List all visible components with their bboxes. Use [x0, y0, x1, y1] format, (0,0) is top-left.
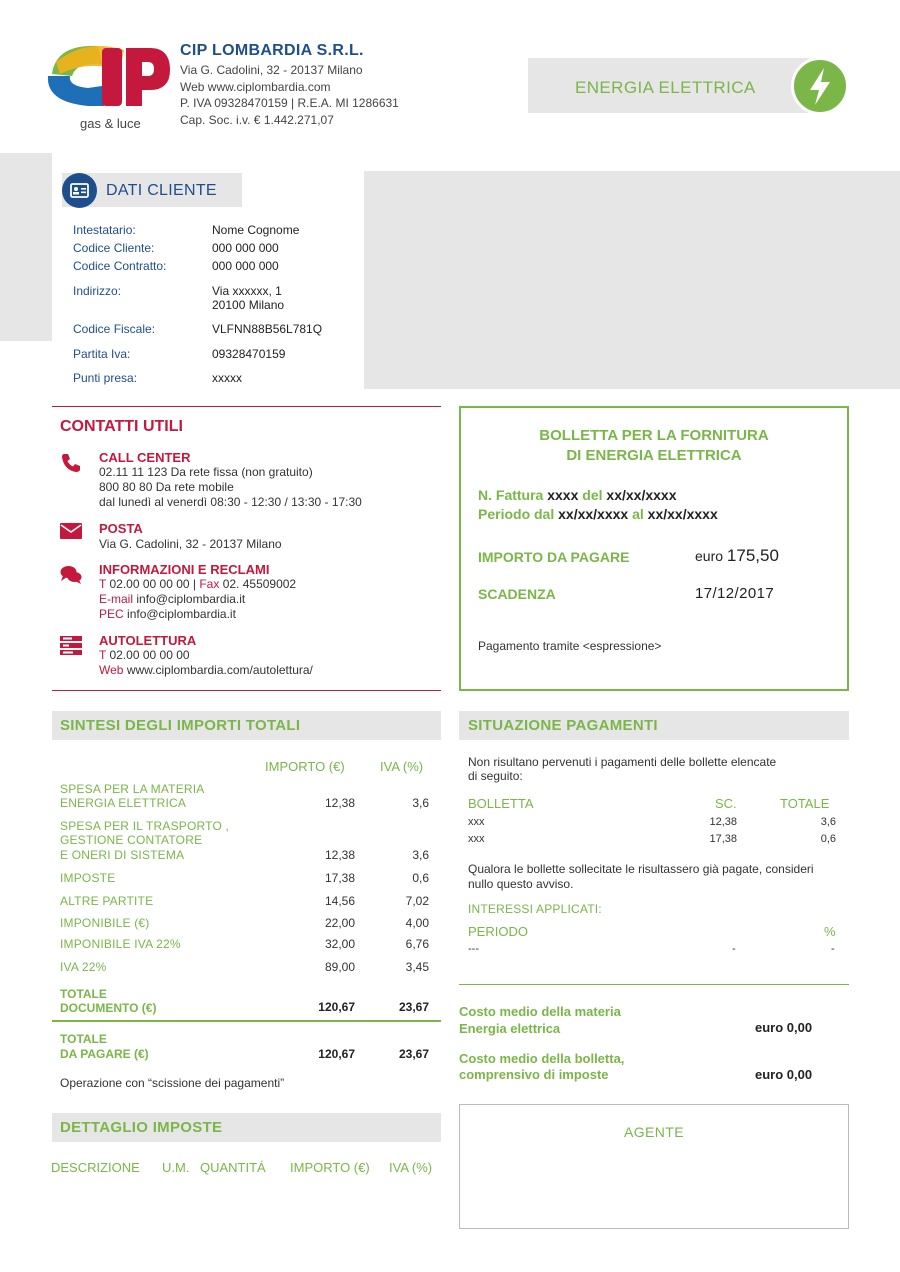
row-altre-label: ALTRE PARTITE — [60, 894, 154, 908]
dettaglio-title: DETTAGLIO IMPOSTE — [60, 1119, 223, 1136]
info-pec-value[interactable]: info@ciplombardia.it — [127, 607, 236, 621]
scadenza-label: SCADENZA — [478, 586, 556, 602]
label-codice-cliente: Codice Cliente: — [73, 241, 155, 255]
periodo-line — [478, 506, 718, 522]
company-address: Via G. Cadolini, 32 - 20137 Milano — [180, 63, 363, 77]
dati-cliente-title: DATI CLIENTE — [106, 182, 217, 199]
cip-logo-mark — [46, 40, 172, 112]
value-partita-iva: 09328470159 — [212, 347, 286, 361]
label-indirizzo: Indirizzo: — [73, 284, 122, 298]
row-imponibile-iva: 4,00 — [405, 916, 429, 930]
sintesi-title: SINTESI DEGLI IMPORTI TOTALI — [60, 717, 301, 734]
agente-label: AGENTE — [624, 1124, 684, 1140]
row-altre-importo: 14,56 — [324, 894, 355, 908]
company-capital: Cap. Soc. i.v. € 1.442.271,07 — [180, 113, 334, 127]
info-t-value: 02.00 00 00 00 — [109, 577, 190, 591]
dettaglio-col-iva: IVA (%) — [389, 1160, 433, 1175]
value-codice-fiscale: VLFNN88B56L781Q — [212, 322, 323, 336]
row-iva22-iva: 3,45 — [405, 960, 429, 974]
contatti-top-rule — [52, 406, 441, 407]
importo-value: 175,50 — [726, 546, 779, 565]
autolettura-web-value[interactable]: www.ciplombardia.com/autolettura/ — [126, 663, 313, 677]
right-grey-panel — [364, 171, 900, 389]
info-phone-fax: T 02.00 00 00 00 | Fax 02. 45509002 — [99, 577, 297, 591]
label-codice-fiscale: Codice Fiscale: — [73, 322, 156, 336]
bolt-icon — [791, 57, 849, 115]
label-codice-contratto: Codice Contratto: — [73, 259, 167, 273]
pag-row1-bolletta: xxx — [468, 816, 485, 828]
pag-row1-sc: 12,38 — [709, 816, 737, 828]
call-center-title: CALL CENTER — [99, 450, 191, 465]
importo-amount — [695, 546, 779, 566]
totale-pagare-l1: TOTALE — [60, 1032, 107, 1046]
dettaglio-col-um: U.M. — [162, 1160, 190, 1175]
label-punti-presa: Punti presa: — [73, 371, 138, 385]
row-imponibile-importo: 22,00 — [324, 916, 355, 930]
company-web[interactable]: Web www.ciplombardia.com — [180, 80, 331, 94]
company-name: CIP LOMBARDIA S.R.L. — [180, 42, 364, 59]
scissione-note: Operazione con “scissione dei pagamenti” — [60, 1076, 285, 1090]
fattura-label: N. Fattura — [478, 487, 544, 503]
call-center-line3: dal lunedì al venerdì 08:30 - 12:30 / 13:30 - 17:30 — [99, 495, 362, 509]
col-bolletta-header: BOLLETTA — [468, 796, 534, 811]
totale-pagare-importo: 120,67 — [318, 1047, 355, 1061]
row-trasporto-iva: 3,6 — [412, 848, 429, 862]
value-codice-cliente: 000 000 000 — [212, 241, 279, 255]
bolletta-title-line2: DI ENERGIA ELETTRICA — [566, 447, 742, 464]
costo-bolletta-l1: Costo medio della bolletta, — [459, 1051, 625, 1066]
mail-icon — [60, 522, 82, 542]
autolettura-t-label: T — [99, 648, 107, 662]
pag-row2-sc: 17,38 — [709, 833, 737, 845]
info-t-label: T — [99, 577, 107, 591]
costo-materia-l1: Costo medio della materia — [459, 1004, 621, 1019]
info-fax-value: 02. 45509002 — [222, 577, 297, 591]
posta-address: Via G. Cadolini, 32 - 20137 Milano — [99, 537, 282, 551]
energy-label: ENERGIA ELETTRICA — [575, 78, 756, 97]
col-totale-header: TOTALE — [780, 796, 830, 811]
fattura-date: xx/xx/xxxx — [606, 487, 677, 503]
row-imponibile-label: IMPONIBILE (€) — [60, 916, 150, 930]
periodo-to: xx/xx/xxxx — [647, 506, 718, 522]
info-pec — [99, 607, 236, 622]
row-materia-l1: SPESA PER LA MATERIA — [60, 782, 205, 796]
info-reclami-title: INFORMAZIONI E RECLAMI — [99, 562, 270, 577]
meter-reading-icon — [60, 636, 82, 656]
info-email-value[interactable]: info@ciplombardia.it — [136, 592, 246, 606]
autolettura-web-label: Web — [99, 663, 124, 677]
periodo-label: Periodo dal — [478, 506, 555, 522]
pag-row2-totale: 0,6 — [820, 833, 836, 845]
periodo-from: xx/xx/xxxx — [558, 506, 629, 522]
situazione-intro-line2: di seguito: — [468, 769, 523, 783]
info-pec-label: PEC — [99, 607, 124, 621]
value-codice-contratto: 000 000 000 — [212, 259, 279, 273]
autolettura-t-value: 02.00 00 00 00 — [109, 648, 190, 662]
info-email-label: E-mail — [99, 592, 134, 606]
row-imponibile22-iva: 6,76 — [405, 937, 429, 951]
pag-row1-totale: 3,6 — [820, 816, 836, 828]
interessi-row-periodo: --- — [468, 943, 479, 955]
situazione-intro-line1: Non risultano pervenuti i pagamenti delle bollette elencate — [468, 755, 777, 769]
dettaglio-col-quantita: QUANTITÁ — [200, 1160, 266, 1175]
scadenza-value: 17/12/2017 — [695, 585, 775, 602]
importo-label: IMPORTO DA PAGARE — [478, 549, 630, 565]
pagamento-note: Pagamento tramite <espressione> — [478, 639, 662, 653]
fattura-del-label: del — [582, 487, 603, 503]
dettaglio-col-importo: IMPORTO (€) — [290, 1160, 370, 1175]
phone-icon — [60, 452, 82, 472]
row-imposte-label: IMPOSTE — [60, 871, 116, 885]
totale-pagare-l2: DA PAGARE (€) — [60, 1047, 149, 1061]
situazione-note-line2: nullo questo avviso. — [468, 877, 574, 891]
info-fax-label: Fax — [199, 577, 220, 591]
row-imposte-importo: 17,38 — [324, 871, 355, 885]
costo-bolletta-value: euro 0,00 — [755, 1067, 813, 1082]
totale-documento-l1: TOTALE — [60, 987, 107, 1001]
label-partita-iva: Partita Iva: — [73, 347, 131, 361]
col-periodo-header: PERIODO — [468, 924, 528, 939]
contatti-title: CONTATTI UTILI — [60, 418, 183, 435]
interessi-row-a: - — [732, 943, 736, 955]
col-sc-header: SC. — [715, 796, 737, 811]
totale-separator — [52, 1020, 441, 1022]
totale-documento-iva: 23,67 — [398, 1000, 429, 1014]
totale-pagare-iva: 23,67 — [398, 1047, 429, 1061]
row-trasporto-l2: GESTIONE CONTATORE — [60, 833, 203, 847]
totale-documento-l2: DOCUMENTO (€) — [60, 1001, 157, 1015]
label-intestatario: Intestatario: — [73, 223, 136, 237]
col-iva-header: IVA (%) — [380, 759, 424, 774]
bolletta-title-line1: BOLLETTA PER LA FORNITURA — [539, 427, 769, 444]
col-percent-header: % — [824, 924, 836, 939]
id-card-icon — [62, 173, 97, 208]
value-indirizzo-line1: Via xxxxxx, 1 — [212, 284, 282, 298]
posta-title: POSTA — [99, 521, 143, 536]
row-materia-importo: 12,38 — [324, 796, 355, 810]
row-imponibile22-label: IMPONIBILE IVA 22% — [60, 937, 181, 951]
row-iva22-importo: 89,00 — [324, 960, 355, 974]
row-trasporto-l1: SPESA PER IL TRASPORTO , — [60, 819, 230, 833]
row-imponibile22-importo: 32,00 — [324, 937, 355, 951]
company-logo — [46, 40, 172, 132]
contatti-bottom-rule — [52, 690, 441, 691]
situazione-title: SITUAZIONE PAGAMENTI — [468, 717, 658, 734]
value-indirizzo-line2: 20100 Milano — [212, 298, 285, 312]
autolettura-phone — [99, 648, 190, 663]
dettaglio-col-descrizione: DESCRIZIONE — [51, 1160, 140, 1175]
row-materia-iva: 3,6 — [412, 796, 429, 810]
row-imposte-iva: 0,6 — [412, 871, 429, 885]
value-punti-presa: xxxxx — [212, 371, 242, 385]
costo-bolletta-l2: comprensivo di imposte — [459, 1067, 609, 1082]
situazione-bottom-rule — [459, 984, 849, 985]
totale-documento-importo: 120,67 — [318, 1000, 355, 1014]
col-importo-header: IMPORTO (€) — [265, 759, 345, 774]
call-center-line1: 02.11 11 123 Da rete fissa (non gratuito) — [99, 465, 313, 479]
interessi-row-b: - — [831, 943, 835, 955]
autolettura-title: AUTOLETTURA — [99, 633, 197, 648]
left-grey-band — [0, 153, 52, 341]
importo-currency: euro — [695, 548, 724, 564]
situazione-note-line1: Qualora le bollette sollecitate le risultassero già pagate, consideri — [468, 862, 814, 876]
fattura-line — [478, 487, 676, 503]
call-center-line2: 800 80 80 Da rete mobile — [99, 480, 234, 494]
row-trasporto-l3: E ONERI DI SISTEMA — [60, 848, 185, 862]
costo-materia-value: euro 0,00 — [755, 1020, 813, 1035]
row-iva22-label: IVA 22% — [60, 960, 107, 974]
pag-row2-bolletta: xxx — [468, 833, 485, 845]
periodo-al-label: al — [632, 506, 644, 522]
interessi-title: INTERESSI APPLICATI: — [468, 902, 602, 916]
agente-box — [459, 1104, 849, 1229]
costo-materia-l2: Energia elettrica — [459, 1021, 561, 1036]
value-intestatario: Nome Cognome — [212, 223, 300, 237]
row-trasporto-importo: 12,38 — [324, 848, 355, 862]
logo-tagline: gas & luce — [80, 116, 141, 131]
company-vat: P. IVA 09328470159 | R.E.A. MI 1286631 — [180, 96, 399, 110]
fattura-number: xxxx — [547, 487, 579, 503]
autolettura-web — [99, 663, 313, 678]
chat-icon — [60, 565, 82, 585]
row-materia-l2: ENERGIA ELETTRICA — [60, 796, 187, 810]
info-email — [99, 592, 245, 607]
row-altre-iva: 7,02 — [405, 894, 429, 908]
